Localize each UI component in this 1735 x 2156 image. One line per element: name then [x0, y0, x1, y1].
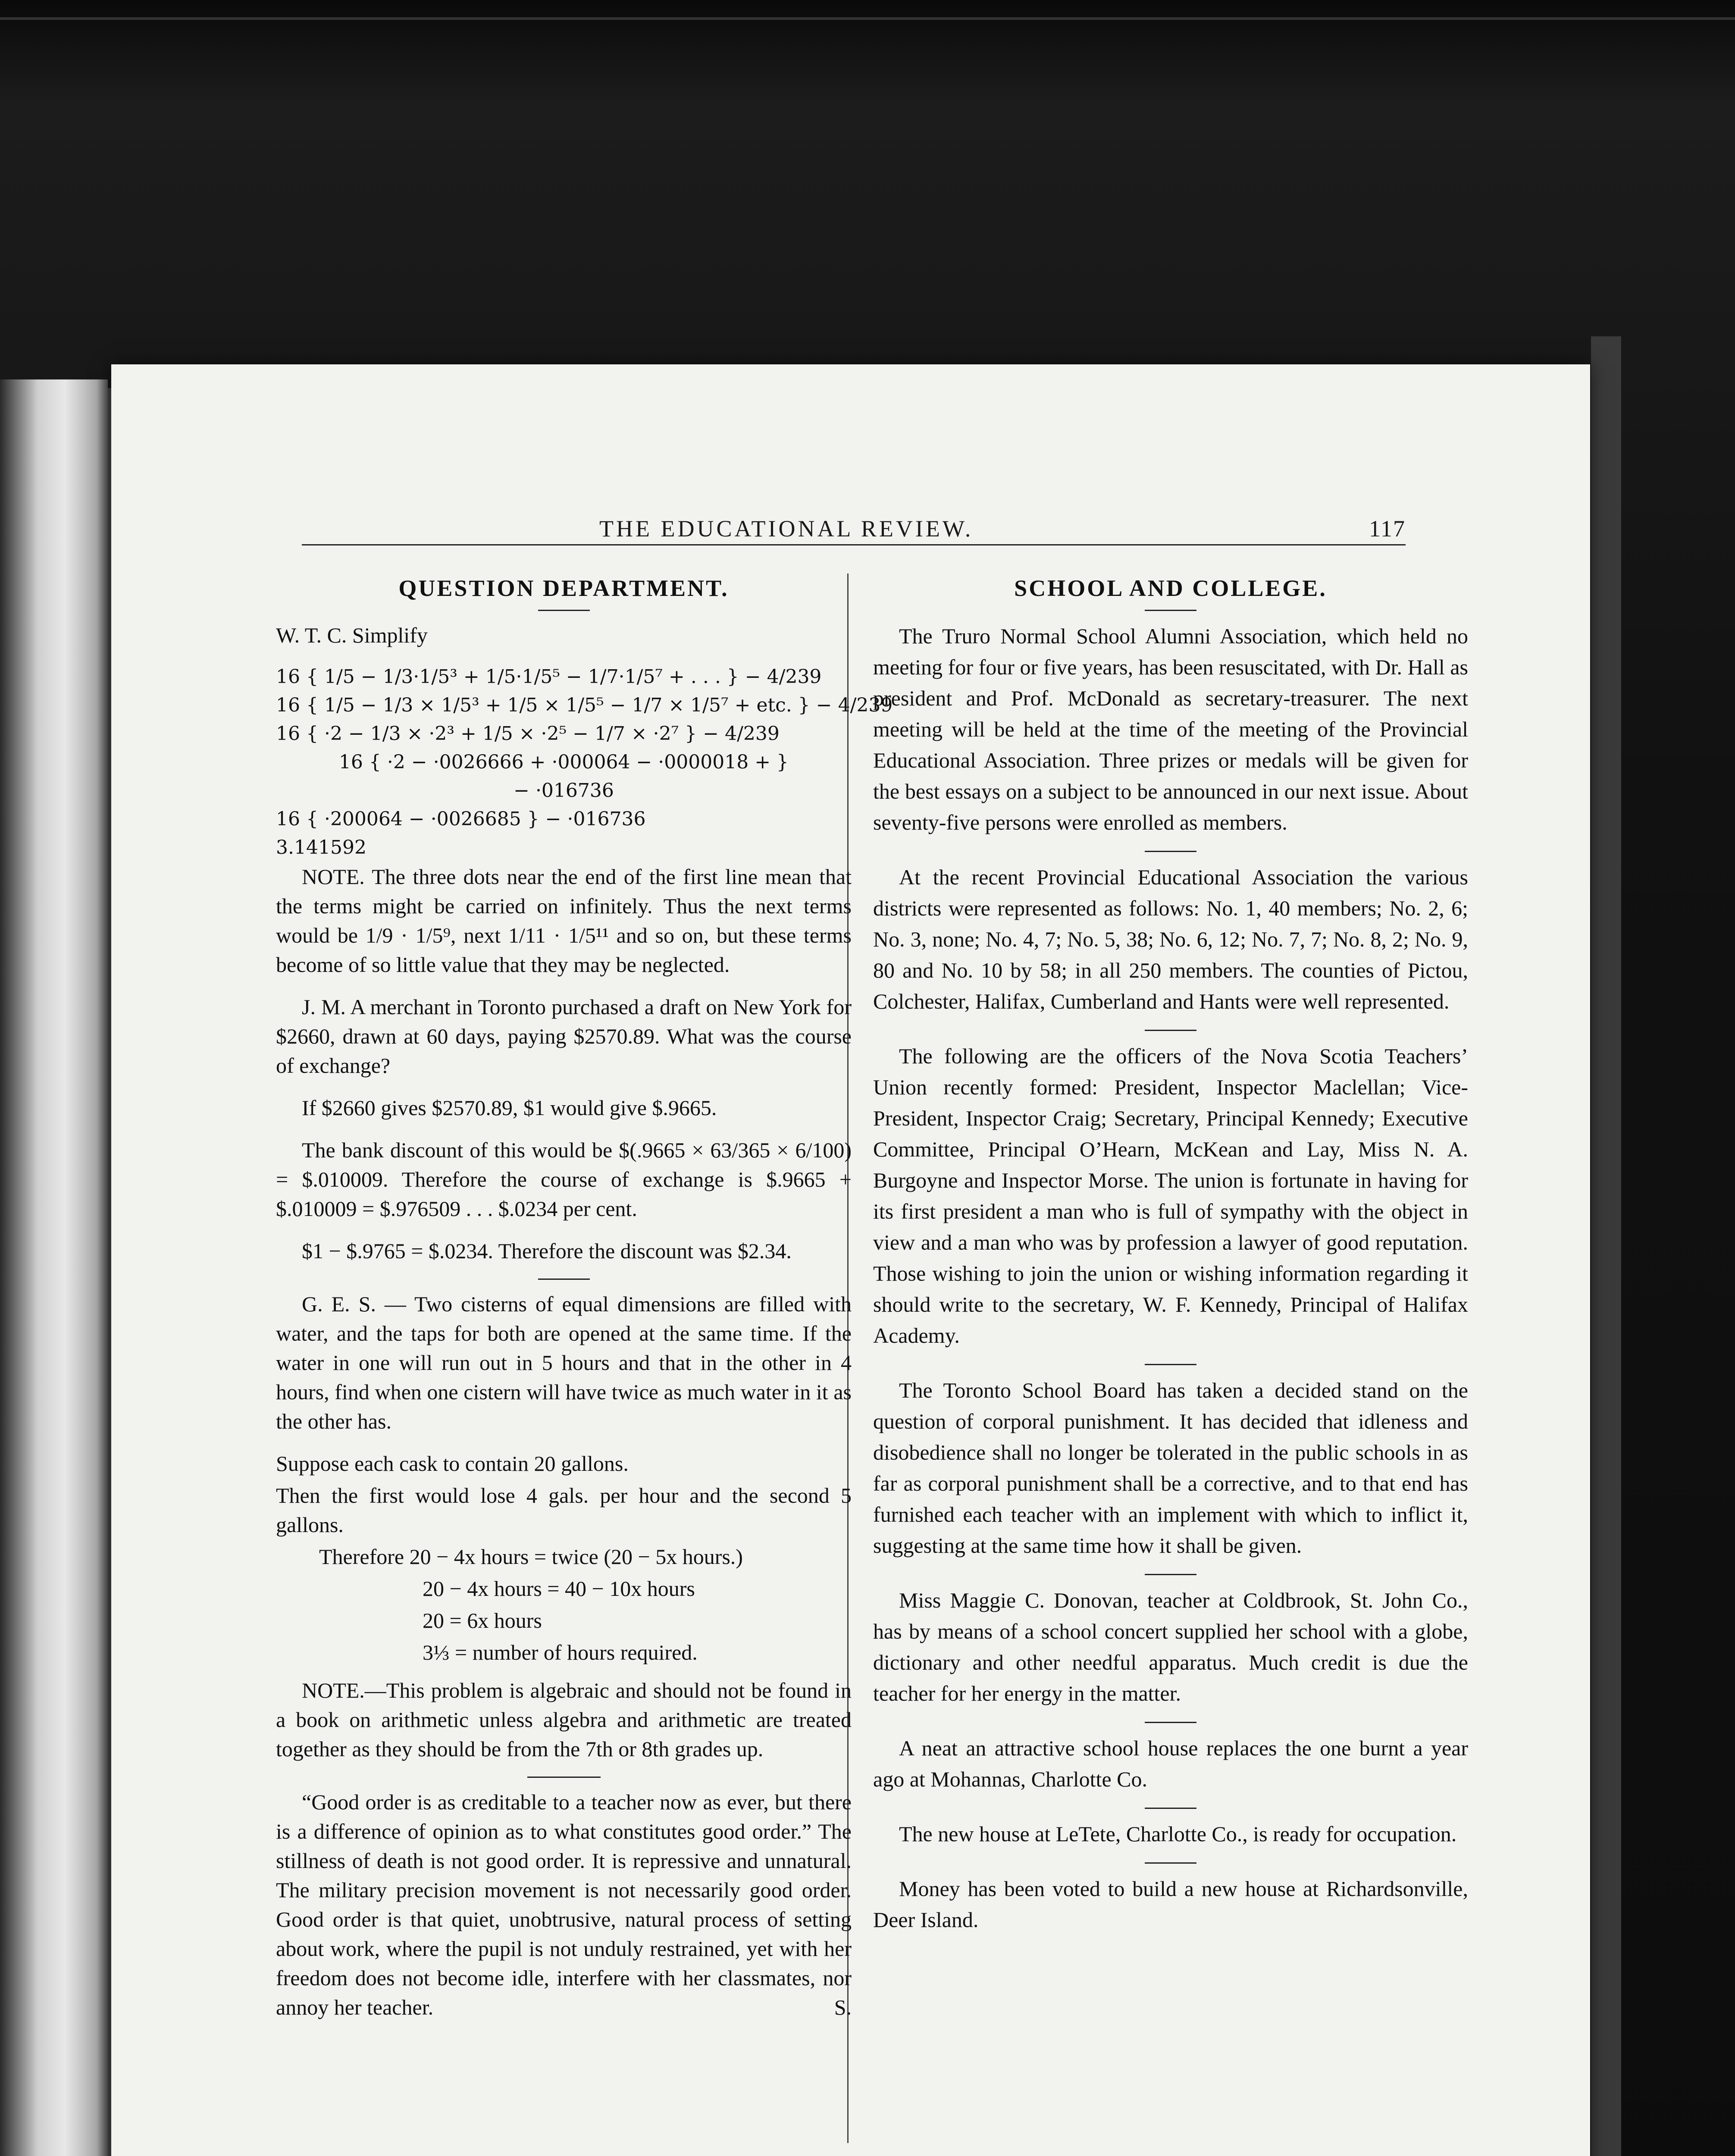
math-line-5: − ·016736: [514, 780, 614, 802]
news-item: The new house at LeTete, Charlotte Co., is ready for occupation.: [899, 1822, 1457, 1846]
jm-question: J. M. A merchant in Toronto purchased a draft on New York for $2660, drawn at 60 days, paying $2570.89. What was the course of exchange?: [276, 995, 852, 1078]
news-item: Miss Maggie C. Donovan, teacher at Coldbrook, St. John Co., has by means of a school concert supplied her school with a globe, dictionary and other needful apparatus. Much credit is due the teacher for her energy in the matter.: [873, 1588, 1468, 1705]
wtc-intro: W. T. C. Simplify: [276, 623, 428, 647]
journal-title: THE EDUCATIONAL REVIEW.: [599, 516, 974, 542]
math-line-7: 3.141592: [276, 837, 366, 859]
jm-answer-2: The bank discount of this would be $(.9665 × 63/365 × 6/100) = $.010009. Therefore the course of exchange is $.9665 + $.010009 = $.976509 . . . $.0234 per cent.: [276, 1138, 852, 1221]
math-line-1: 16 { 1/5 − 1/3·1/5³ + 1/5·1/5⁵ − 1/7·1/5⁷ + . . . } − 4/239: [276, 666, 822, 688]
divider-rule: [1145, 1862, 1196, 1864]
film-edge: [0, 17, 1735, 20]
section-rule: [1145, 610, 1196, 611]
divider-rule: [1145, 1722, 1196, 1723]
news-item: A neat an attractive school house replaces the one burnt a year ago at Mohannas, Charlotte Co.: [873, 1736, 1468, 1791]
news-item: The Truro Normal School Alumni Association, which held no meeting for four or five years, has been resuscitated, with Dr. Hall as president and Prof. McDonald as secretary-treasurer. The next meeting will be held at the time of the meeting of the Provincial Educational Association. Three prizes or medals will be given for the best essays on a subject to be announced in our next issue. About seventy-five persons were enrolled as members.: [873, 624, 1468, 834]
page-number: 117: [1369, 516, 1406, 542]
section-title-question-department: QUESTION DEPARTMENT.: [398, 575, 729, 601]
divider-rule: [1145, 851, 1196, 852]
news-item: The following are the officers of the Nova Scotia Teachers’ Union recently formed: President, Inspector Maclellan; Vice-President, Inspector Craig; Secretary, Principal Kennedy; Executive Committee, Principal O’Hearn, McKean and Lay, Miss N. A. Burgoyne and Inspector Morse. The union is fortunate in having for its first president a man who is full of sympathy with the object in view and a man who was by profession a lawyer of good reputation. Those wishing to join the union or wishing information regarding it should write to the secretary, W. F. Kennedy, Principal of Halifax Academy.: [873, 1044, 1468, 1348]
scan-margin-strip: [1591, 336, 1621, 2156]
question-department-column: [276, 573, 893, 2035]
divider-rule: [1145, 1364, 1196, 1365]
jm-answer-1: If $2660 gives $2570.89, $1 would give $.9665.: [302, 1096, 717, 1120]
math-line-4: 16 { ·2 − ·0026666 + ·000064 − ·0000018 + }: [338, 751, 789, 773]
math-line-6: 16 { ·200064 − ·0026685 } − ·016736: [276, 808, 646, 830]
math-line-2: 16 { 1/5 − 1/3 × 1/5³ + 1/5 × 1/5⁵ − 1/7 × 1/5⁷ + etc. } − 4/239: [276, 694, 893, 716]
equation-2: 20 − 4x hours = 40 − 10x hours: [423, 1576, 695, 1601]
ges-then: Then the first would lose 4 gals. per hour and the second 5 gallons.: [276, 1483, 852, 1537]
ges-suppose: Suppose each cask to contain 20 gallons.: [276, 1451, 629, 1476]
ges-note: NOTE.—This problem is algebraic and should not be found in a book on arithmetic unless algebra and arithmetic are treated together as they should be from the 7th or 8th grades up.: [276, 1678, 852, 1761]
good-order-paragraph: [276, 1787, 852, 2022]
binding-shadow: [108, 388, 111, 2156]
equation-1: Therefore 20 − 4x hours = twice (20 − 5x hours.): [319, 1545, 743, 1569]
divider-rule: [1145, 1030, 1196, 1031]
news-item: Money has been voted to build a new house at Richardsonville, Deer Island.: [873, 1877, 1468, 1932]
divider-rule: [1145, 1574, 1196, 1575]
news-item: At the recent Provincial Educational Association the various districts were represented as follows: No. 1, 40 members; No. 2, 6; No. 3, none; No. 4, 7; No. 5, 38; No. 6, 12; No. 7, 7; No. 8, 2; No. 9, 80 and No. 10 by 58; in all 250 members. The counties of Pictou, Colchester, Halifax, Cumberland and Hants were well represented.: [873, 865, 1468, 1013]
school-and-college-column: [873, 573, 1468, 1948]
header-rule: [302, 544, 1406, 545]
ges-question: G. E. S. — Two cisterns of equal dimensions are filled with water, and the taps for both are opened at the same time. If the water in one will run out in 5 hours and that in the other in 4 hours, find when one cistern will have twice as much water in it as the other has.: [276, 1292, 852, 1433]
divider-rule: [527, 1777, 601, 1778]
equation-4: 3⅓ = number of hours required.: [423, 1640, 698, 1664]
divider-rule: [1145, 1808, 1196, 1809]
math-line-3: 16 { ·2 − 1/3 × ·2³ + 1/5 × ·2⁵ − 1/7 × ·2⁷ } − 4/239: [276, 723, 780, 745]
good-order-text: “Good order is as creditable to a teacher now as ever, but there is a difference of opinion as to what constitutes good order.” The stillness of death is not good order. It is repressive and unnatural. The military precision movement is not necessarily good order. Good order is that quiet, unobtrusive, natural process of setting about work, where the pupil is not unduly restrained, yet with her freedom does not become idle, interfere with her classmates, nor annoy her teacher.: [276, 1790, 852, 2019]
section-title-school-and-college: SCHOOL AND COLLEGE.: [1014, 575, 1327, 601]
signature: S.: [834, 1995, 852, 2019]
wtc-note: NOTE. The three dots near the end of the first line mean that the terms might be carried on infinitely. Thus the next terms would be 1/9 · 1/5⁹, next 1/11 · 1/5¹¹ and so on, but these terms become of so little value that they may be neglected.: [276, 865, 852, 977]
divider-rule: [538, 1279, 590, 1280]
section-rule: [538, 610, 590, 611]
jm-answer-3: $1 − $.9765 = $.0234. Therefore the discount was $2.34.: [302, 1239, 792, 1263]
news-item: The Toronto School Board has taken a decided stand on the question of corporal punishment. It has decided that idleness and disobedience shall no longer be tolerated in the public schools in as far as corporal punishment shall be a corrective, and to that end has furnished each teacher with an implement with which to inflict it, suggesting at the same time how it shall be given.: [873, 1378, 1468, 1557]
equation-3: 20 = 6x hours: [423, 1608, 542, 1633]
facing-page-edge: [0, 379, 108, 2156]
